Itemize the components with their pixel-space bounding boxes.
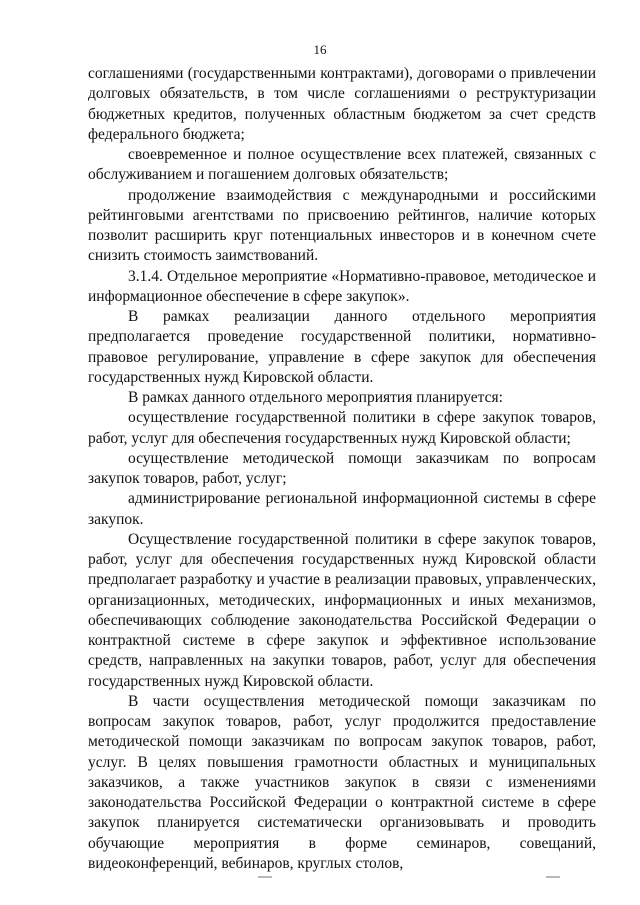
scan-mark xyxy=(258,876,272,878)
paragraph-measure-scope: В рамках реализации данного отдельного мероприятия предполагается проведение государственной политики, нормативно-правовое регулирование, управление в сфере закупок для обеспечения государственных нужд Кировской области. xyxy=(88,308,596,386)
paragraph-state-policy-item: осуществление государственной политики в сфере закупок товаров, работ, услуг для обеспечения государственных нужд Кировской области; xyxy=(88,409,596,447)
paragraph-timely-payments: своевременное и полное осуществление всех платежей, связанных с обслуживанием и погашением долговых обязательств; xyxy=(88,146,596,184)
paragraph-state-policy-details: Осуществление государственной политики в сфере закупок товаров, работ, услуг для обеспечения государственных нужд Кировской области предполагает разработку и участие в реализации правовых, управленческих, организационных, методических, информационных и иных механизмов, обеспечивающих соблюдение законодательства Российской Федерации о контрактной системе в сфере закупок и эффективное использование средств, направленных на закупки товаров, работ, услуг для обеспечения государственных нужд Кировской области. xyxy=(88,530,596,690)
paragraph-info-system-item: администрирование региональной информационной системы в сфере закупок. xyxy=(88,490,596,528)
paragraph-continuation: соглашениями (государственными контрактами), договорами о привлечении долговых обязательств, в том числе соглашениями о реструктуризации бюджетных кредитов, полученных областным бюджетом за счет средств федерального бюджета; xyxy=(88,65,596,143)
scan-mark xyxy=(546,876,560,878)
paragraph-rating-agencies: продолжение взаимодействия с международными и российскими рейтинговыми агентствами по присвоению рейтингов, наличие которых позволит расширить круг потенциальных инвесторов и в конечном счете снизить стоимость заимствований. xyxy=(88,186,596,265)
paragraph-planned-intro: В рамках данного отдельного мероприятия планируется: xyxy=(128,389,503,406)
paragraph-methodical-help-item: осуществление методической помощи заказчикам по вопросам закупок товаров, работ, услуг; xyxy=(88,449,596,487)
scan-marks xyxy=(0,872,640,884)
page-number: 16 xyxy=(313,42,327,57)
section-heading-3-1-4: 3.1.4. Отдельное мероприятие «Нормативно-правовое, методическое и информационное обеспечение в сфере закупок». xyxy=(88,267,596,305)
paragraph-methodical-help-details: В части осуществления методической помощи заказчикам по вопросам закупок товаров, работ, услуг продолжится предоставление методической помощи заказчикам по вопросам закупок товаров, работ, услуг. В целях повышения грамотности областных и муниципальных заказчиков, а также участников закупок в связи с изменениями законодательства Российской Федерации о контрактной системе в сфере закупок планируется систематически организовывать и проводить обучающие мероприятия в форме семинаров, совещаний, видеоконференций, вебинаров, круглых столов, xyxy=(88,692,596,872)
body-text xyxy=(88,64,596,874)
